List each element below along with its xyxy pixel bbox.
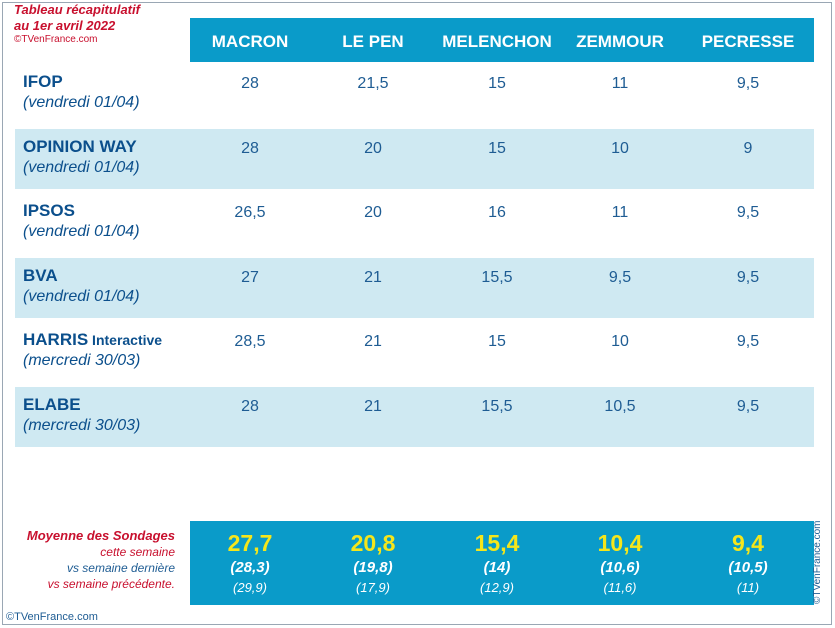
table-cell: 11 xyxy=(611,204,629,222)
column-header-macron: MACRON xyxy=(211,32,289,51)
poll-date: (mercredi 30/03) xyxy=(23,417,141,434)
table-cell: 28 xyxy=(241,139,259,157)
table-row xyxy=(15,322,814,382)
average-prev-week: (17,9) xyxy=(356,580,390,595)
table-cell: 15,5 xyxy=(481,268,513,286)
table-cell: 21,5 xyxy=(357,75,389,92)
table-cell: 11 xyxy=(611,75,629,92)
average-title: Moyenne des Sondages xyxy=(26,528,175,543)
column-header-pecresse: PECRESSE xyxy=(701,32,795,51)
table-cell: 28,5 xyxy=(234,333,266,351)
average-last-week: (19,8) xyxy=(353,559,393,576)
table-row xyxy=(15,129,814,189)
average-this-week: 10,4 xyxy=(597,530,643,556)
table-cell: 15 xyxy=(488,75,506,92)
average-this-week: 9,4 xyxy=(732,530,764,556)
table-row xyxy=(15,258,814,318)
table-cell: 10 xyxy=(611,139,629,157)
average-this-week: 27,7 xyxy=(227,530,273,556)
table-row xyxy=(15,387,814,447)
table-cell: 27 xyxy=(241,268,259,286)
table-cell: 10 xyxy=(611,333,629,351)
column-header-le-pen: LE PEN xyxy=(342,32,404,51)
poll-date: (vendredi 01/04) xyxy=(23,94,140,111)
table-cell: 9,5 xyxy=(736,398,760,415)
average-last-week: (28,3) xyxy=(230,559,270,576)
average-prev-week: (11,6) xyxy=(603,580,637,595)
institute-name: ELABE xyxy=(23,395,81,414)
table-row xyxy=(15,193,814,253)
poll-date: (mercredi 30/03) xyxy=(23,352,141,370)
table-caption xyxy=(14,2,140,46)
credit-side: ©TVenFrance.com xyxy=(812,520,823,604)
table-row xyxy=(15,64,814,124)
institute-suffix: Interactive xyxy=(88,332,163,349)
table-cell: 28 xyxy=(241,398,259,415)
table-cell: 16 xyxy=(488,204,506,222)
caption-line-1: Tableau récapitulatif xyxy=(14,2,140,17)
caption-line-2: au 1er avril 2022 xyxy=(14,18,116,33)
institute-name: IFOP xyxy=(23,72,63,91)
average-prev-week: (11) xyxy=(736,580,760,595)
average-prev-week: (29,9) xyxy=(233,580,267,595)
average-label xyxy=(27,528,175,592)
table-cell: 21 xyxy=(364,398,382,415)
table-cell: 28 xyxy=(241,75,259,92)
table-cell: 21 xyxy=(364,333,382,351)
institute-name: BVA xyxy=(23,265,58,285)
table-cell: 9,5 xyxy=(736,204,760,222)
table-cell: 9,5 xyxy=(736,75,760,92)
table-cell: 10,5 xyxy=(604,398,636,415)
this-week-label: cette semaine xyxy=(100,545,175,559)
caption-credit: ©TVenFrance.com xyxy=(14,34,98,45)
credit-bottom: ©TVenFrance.com xyxy=(6,611,98,623)
table-cell: 9,5 xyxy=(736,268,760,286)
prev-week-label: vs semaine précédente. xyxy=(47,577,175,591)
institute-name: IPSOS xyxy=(23,201,75,221)
average-last-week: (10,5) xyxy=(728,559,768,576)
table-cell: 9 xyxy=(743,139,753,157)
column-header-zemmour: ZEMMOUR xyxy=(576,32,664,51)
table-cell: 9,5 xyxy=(736,333,760,351)
institute-name: OPINION WAY xyxy=(23,136,137,156)
table-cell: 9,5 xyxy=(608,268,632,286)
average-last-week: (10,6) xyxy=(600,559,640,576)
average-this-week: 15,4 xyxy=(474,530,520,556)
average-this-week: 20,8 xyxy=(350,530,396,556)
poll-date: (vendredi 01/04) xyxy=(23,287,140,305)
table-cell: 20 xyxy=(364,139,382,157)
table-cell: 15 xyxy=(488,139,506,157)
column-header-melenchon: MELENCHON xyxy=(442,32,552,51)
table-cell: 26,5 xyxy=(234,204,266,222)
table-cell: 15,5 xyxy=(481,398,513,415)
table-cell: 21 xyxy=(364,268,382,286)
table-cell: 20 xyxy=(364,204,382,222)
table-cell: 15 xyxy=(488,333,506,351)
last-week-label: vs semaine dernière xyxy=(66,561,175,575)
poll-date: (vendredi 01/04) xyxy=(23,223,140,241)
institute-name: HARRIS Interactive xyxy=(23,330,163,350)
average-prev-week: (12,9) xyxy=(480,580,514,595)
poll-date: (vendredi 01/04) xyxy=(23,158,140,176)
average-last-week: (14) xyxy=(483,559,511,576)
